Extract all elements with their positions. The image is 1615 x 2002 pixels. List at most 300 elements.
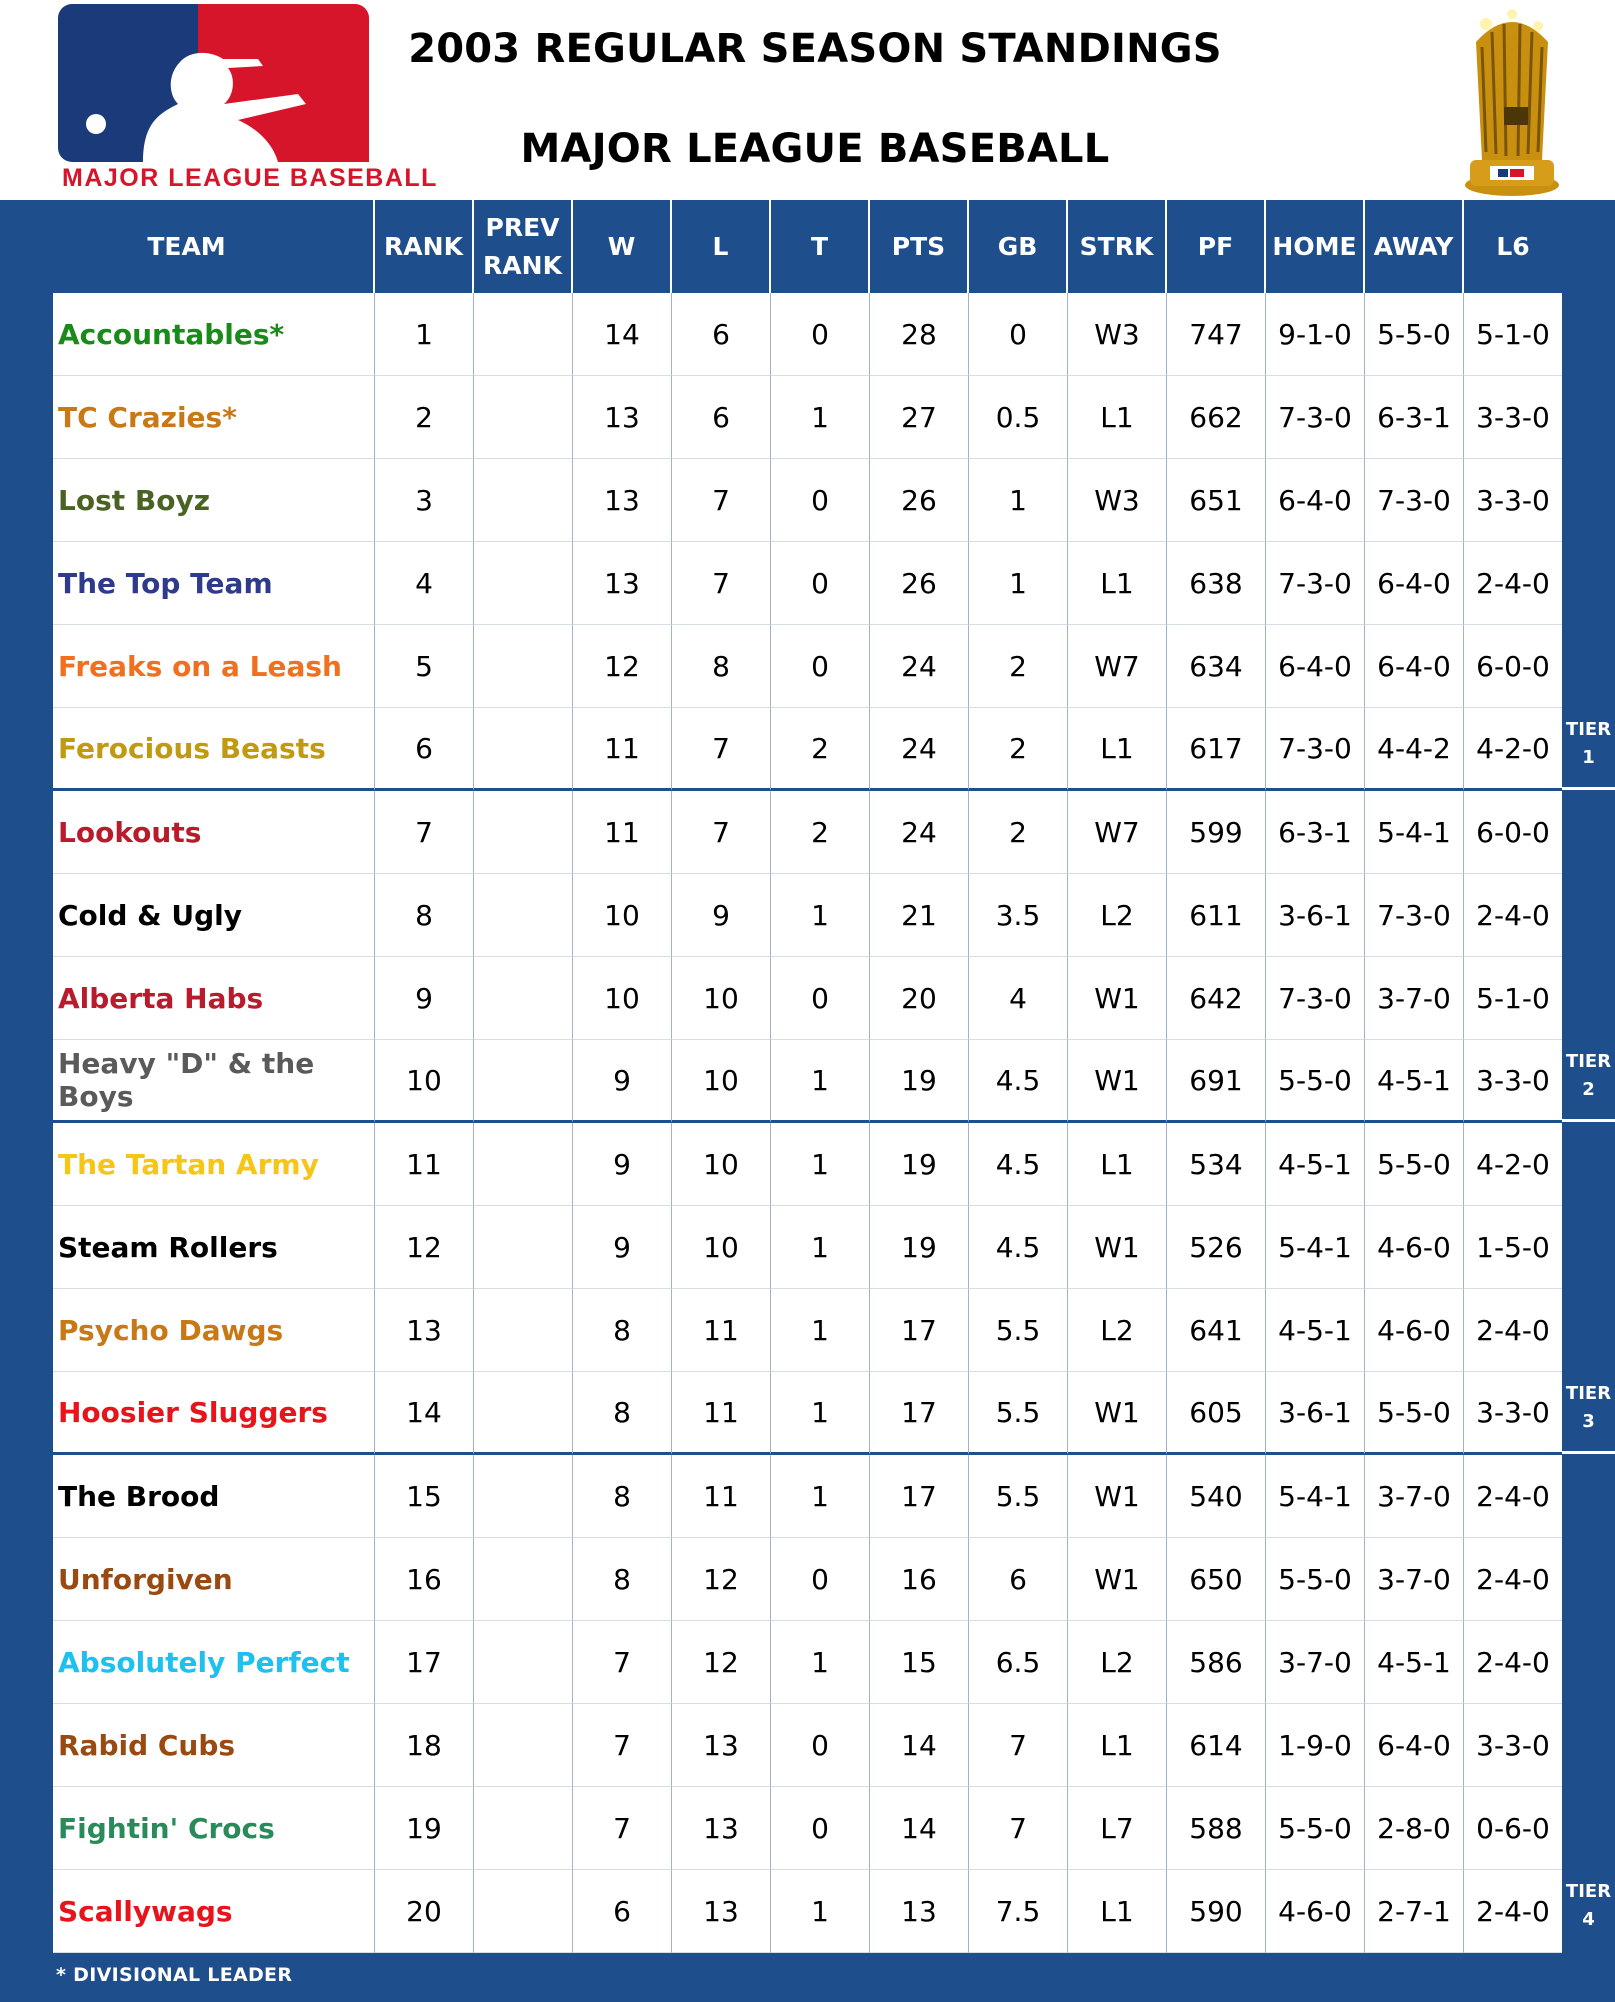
prev-rank-cell (474, 1455, 573, 1538)
ties-cell: 0 (771, 542, 870, 625)
last-six-cell: 4-2-0 (1464, 1123, 1562, 1206)
home-record-cell: 5-5-0 (1266, 1787, 1365, 1870)
away-record-cell: 5-5-0 (1365, 1123, 1464, 1206)
last-six-cell: 2-4-0 (1464, 1538, 1562, 1621)
rank-cell: 16 (375, 1538, 474, 1621)
rank-cell: 2 (375, 376, 474, 459)
ties-cell: 2 (771, 708, 870, 791)
points-cell: 17 (870, 1289, 969, 1372)
prev-rank-cell (474, 957, 573, 1040)
wins-cell: 12 (573, 625, 672, 708)
rank-cell: 6 (375, 708, 474, 791)
last-six-cell: 6-0-0 (1464, 625, 1562, 708)
table-row (53, 1040, 1562, 1123)
prev-rank-cell (474, 1704, 573, 1787)
streak-cell: W1 (1068, 1372, 1167, 1455)
rank-cell: 5 (375, 625, 474, 708)
table-row (53, 1704, 1562, 1787)
home-record-cell: 7-3-0 (1266, 376, 1365, 459)
col-header-away: AWAY (1365, 200, 1464, 293)
wins-cell: 7 (573, 1704, 672, 1787)
prev-rank-cell (474, 1123, 573, 1206)
streak-cell: L2 (1068, 1289, 1167, 1372)
prev-rank-cell (474, 1870, 573, 1953)
prev-rank-cell (474, 1206, 573, 1289)
rank-cell: 9 (375, 957, 474, 1040)
ties-cell: 1 (771, 1123, 870, 1206)
games-back-cell: 5.5 (969, 1372, 1068, 1455)
home-record-cell: 6-4-0 (1266, 625, 1365, 708)
games-back-cell: 7.5 (969, 1870, 1068, 1953)
points-cell: 14 (870, 1787, 969, 1870)
streak-cell: L2 (1068, 874, 1167, 957)
games-back-cell: 7 (969, 1787, 1068, 1870)
last-six-cell: 2-4-0 (1464, 1455, 1562, 1538)
wins-cell: 8 (573, 1289, 672, 1372)
home-record-cell: 5-5-0 (1266, 1538, 1365, 1621)
ties-cell: 0 (771, 625, 870, 708)
team-cell: The Tartan Army (53, 1123, 375, 1206)
home-record-cell: 7-3-0 (1266, 957, 1365, 1040)
home-record-cell: 6-4-0 (1266, 459, 1365, 542)
ties-cell: 1 (771, 1206, 870, 1289)
table-row (53, 1289, 1562, 1372)
away-record-cell: 4-5-1 (1365, 1621, 1464, 1704)
table-row (53, 791, 1562, 874)
mlb-logo-icon (58, 4, 438, 192)
ties-cell: 1 (771, 1289, 870, 1372)
rank-cell: 18 (375, 1704, 474, 1787)
rank-cell: 20 (375, 1870, 474, 1953)
table-row (53, 1870, 1562, 1953)
games-back-cell: 1 (969, 542, 1068, 625)
rank-cell: 15 (375, 1455, 474, 1538)
games-back-cell: 2 (969, 791, 1068, 874)
away-record-cell: 7-3-0 (1365, 874, 1464, 957)
last-six-cell: 2-4-0 (1464, 1289, 1562, 1372)
wins-cell: 8 (573, 1538, 672, 1621)
wins-cell: 13 (573, 542, 672, 625)
points-for-cell: 650 (1167, 1538, 1266, 1621)
home-record-cell: 3-6-1 (1266, 1372, 1365, 1455)
away-record-cell: 3-7-0 (1365, 1455, 1464, 1538)
prev-rank-cell (474, 874, 573, 957)
streak-cell: W7 (1068, 791, 1167, 874)
games-back-cell: 5.5 (969, 1455, 1068, 1538)
points-for-cell: 651 (1167, 459, 1266, 542)
wins-cell: 11 (573, 708, 672, 791)
games-back-cell: 0.5 (969, 376, 1068, 459)
points-for-cell: 605 (1167, 1372, 1266, 1455)
ties-cell: 1 (771, 874, 870, 957)
ties-cell: 1 (771, 1455, 870, 1538)
away-record-cell: 6-4-0 (1365, 625, 1464, 708)
away-record-cell: 5-5-0 (1365, 293, 1464, 376)
col-header-prev-rank: PREV RANK (474, 200, 573, 293)
points-cell: 24 (870, 625, 969, 708)
page-subtitle: MAJOR LEAGUE BASEBALL (520, 126, 1110, 172)
games-back-cell: 0 (969, 293, 1068, 376)
team-cell: Cold & Ugly (53, 874, 375, 957)
wins-cell: 13 (573, 376, 672, 459)
team-cell: Unforgiven (53, 1538, 375, 1621)
losses-cell: 7 (672, 708, 771, 791)
wins-cell: 10 (573, 957, 672, 1040)
wins-cell: 10 (573, 874, 672, 957)
games-back-cell: 4.5 (969, 1040, 1068, 1123)
col-header-l: L (672, 200, 771, 293)
rank-cell: 10 (375, 1040, 474, 1123)
team-cell: Scallywags (53, 1870, 375, 1953)
losses-cell: 7 (672, 542, 771, 625)
losses-cell: 10 (672, 1123, 771, 1206)
points-for-cell: 588 (1167, 1787, 1266, 1870)
ties-cell: 0 (771, 293, 870, 376)
points-cell: 28 (870, 293, 969, 376)
games-back-cell: 6.5 (969, 1621, 1068, 1704)
table-row (53, 1372, 1562, 1455)
points-for-cell: 638 (1167, 542, 1266, 625)
points-for-cell: 599 (1167, 791, 1266, 874)
table-row (53, 1621, 1562, 1704)
last-six-cell: 1-5-0 (1464, 1206, 1562, 1289)
prev-rank-cell (474, 459, 573, 542)
points-cell: 19 (870, 1123, 969, 1206)
streak-cell: L1 (1068, 376, 1167, 459)
losses-cell: 11 (672, 1372, 771, 1455)
games-back-cell: 3.5 (969, 874, 1068, 957)
rank-cell: 11 (375, 1123, 474, 1206)
footnote: * DIVISIONAL LEADER (56, 1964, 293, 1986)
tier-divider (1562, 1119, 1615, 1122)
prev-rank-cell (474, 791, 573, 874)
losses-cell: 9 (672, 874, 771, 957)
ties-cell: 1 (771, 1870, 870, 1953)
last-six-cell: 3-3-0 (1464, 376, 1562, 459)
home-record-cell: 5-5-0 (1266, 1040, 1365, 1123)
away-record-cell: 5-4-1 (1365, 791, 1464, 874)
team-cell: Ferocious Beasts (53, 708, 375, 791)
points-cell: 17 (870, 1372, 969, 1455)
points-for-cell: 662 (1167, 376, 1266, 459)
table-row (53, 542, 1562, 625)
col-header-w: W (573, 200, 672, 293)
home-record-cell: 3-7-0 (1266, 1621, 1365, 1704)
streak-cell: W7 (1068, 625, 1167, 708)
wins-cell: 13 (573, 459, 672, 542)
tier-label-3: TIER 3 (1565, 1383, 1612, 1432)
table-row (53, 376, 1562, 459)
streak-cell: W1 (1068, 1455, 1167, 1538)
away-record-cell: 4-6-0 (1365, 1289, 1464, 1372)
ties-cell: 1 (771, 376, 870, 459)
losses-cell: 7 (672, 459, 771, 542)
page-title: 2003 REGULAR SEASON STANDINGS (408, 26, 1222, 72)
away-record-cell: 3-7-0 (1365, 957, 1464, 1040)
last-six-cell: 2-4-0 (1464, 1870, 1562, 1953)
points-cell: 19 (870, 1206, 969, 1289)
prev-rank-cell (474, 625, 573, 708)
games-back-cell: 7 (969, 1704, 1068, 1787)
wins-cell: 9 (573, 1123, 672, 1206)
away-record-cell: 6-4-0 (1365, 542, 1464, 625)
table-row (53, 957, 1562, 1040)
prev-rank-cell (474, 542, 573, 625)
points-cell: 14 (870, 1704, 969, 1787)
prev-rank-cell (474, 1621, 573, 1704)
table-row (53, 459, 1562, 542)
losses-cell: 12 (672, 1538, 771, 1621)
team-cell: Heavy "D" & the Boys (53, 1040, 375, 1123)
last-six-cell: 2-4-0 (1464, 874, 1562, 957)
points-for-cell: 611 (1167, 874, 1266, 957)
col-header-t: T (771, 200, 870, 293)
away-record-cell: 7-3-0 (1365, 459, 1464, 542)
rank-cell: 8 (375, 874, 474, 957)
home-record-cell: 6-3-1 (1266, 791, 1365, 874)
away-record-cell: 6-3-1 (1365, 376, 1464, 459)
col-header-strk: STRK (1068, 200, 1167, 293)
wins-cell: 9 (573, 1206, 672, 1289)
table-row (53, 1123, 1562, 1206)
games-back-cell: 5.5 (969, 1289, 1068, 1372)
points-for-cell: 634 (1167, 625, 1266, 708)
col-header-home: HOME (1266, 200, 1365, 293)
rank-cell: 17 (375, 1621, 474, 1704)
home-record-cell: 7-3-0 (1266, 542, 1365, 625)
streak-cell: L1 (1068, 1123, 1167, 1206)
ties-cell: 0 (771, 957, 870, 1040)
team-cell: TC Crazies* (53, 376, 375, 459)
ties-cell: 0 (771, 1787, 870, 1870)
table-row (53, 1538, 1562, 1621)
home-record-cell: 3-6-1 (1266, 874, 1365, 957)
last-six-cell: 6-0-0 (1464, 791, 1562, 874)
team-cell: Steam Rollers (53, 1206, 375, 1289)
losses-cell: 8 (672, 625, 771, 708)
rank-cell: 3 (375, 459, 474, 542)
table-row (53, 293, 1562, 376)
streak-cell: W1 (1068, 1538, 1167, 1621)
prev-rank-cell (474, 1372, 573, 1455)
prev-rank-cell (474, 1040, 573, 1123)
points-cell: 27 (870, 376, 969, 459)
last-six-cell: 5-1-0 (1464, 957, 1562, 1040)
streak-cell: W3 (1068, 459, 1167, 542)
points-cell: 26 (870, 459, 969, 542)
last-six-cell: 3-3-0 (1464, 459, 1562, 542)
games-back-cell: 2 (969, 708, 1068, 791)
losses-cell: 10 (672, 1206, 771, 1289)
losses-cell: 6 (672, 376, 771, 459)
away-record-cell: 5-5-0 (1365, 1372, 1464, 1455)
last-six-cell: 5-1-0 (1464, 293, 1562, 376)
streak-cell: L7 (1068, 1787, 1167, 1870)
wins-cell: 8 (573, 1372, 672, 1455)
home-record-cell: 4-6-0 (1266, 1870, 1365, 1953)
prev-rank-cell (474, 1787, 573, 1870)
table-row (53, 1206, 1562, 1289)
away-record-cell: 4-4-2 (1365, 708, 1464, 791)
rank-cell: 13 (375, 1289, 474, 1372)
games-back-cell: 4.5 (969, 1206, 1068, 1289)
team-cell: Fightin' Crocs (53, 1787, 375, 1870)
points-cell: 24 (870, 791, 969, 874)
team-cell: Psycho Dawgs (53, 1289, 375, 1372)
wins-cell: 7 (573, 1787, 672, 1870)
away-record-cell: 2-7-1 (1365, 1870, 1464, 1953)
points-for-cell: 586 (1167, 1621, 1266, 1704)
last-six-cell: 0-6-0 (1464, 1787, 1562, 1870)
away-record-cell: 3-7-0 (1365, 1538, 1464, 1621)
wins-cell: 8 (573, 1455, 672, 1538)
away-record-cell: 6-4-0 (1365, 1704, 1464, 1787)
rank-cell: 4 (375, 542, 474, 625)
team-cell: Freaks on a Leash (53, 625, 375, 708)
col-header-l6: L6 (1496, 231, 1530, 261)
streak-cell: W3 (1068, 293, 1167, 376)
rank-cell: 14 (375, 1372, 474, 1455)
points-for-cell: 590 (1167, 1870, 1266, 1953)
streak-cell: L1 (1068, 1870, 1167, 1953)
col-header-pf: PF (1167, 200, 1266, 293)
points-for-cell: 614 (1167, 1704, 1266, 1787)
games-back-cell: 4.5 (969, 1123, 1068, 1206)
points-cell: 21 (870, 874, 969, 957)
losses-cell: 6 (672, 293, 771, 376)
wins-cell: 14 (573, 293, 672, 376)
wins-cell: 6 (573, 1870, 672, 1953)
points-for-cell: 526 (1167, 1206, 1266, 1289)
streak-cell: W1 (1068, 1040, 1167, 1123)
page-header (0, 0, 1615, 200)
ties-cell: 0 (771, 1538, 870, 1621)
table-header (0, 200, 1562, 293)
rank-cell: 7 (375, 791, 474, 874)
team-cell: Lookouts (53, 791, 375, 874)
ties-cell: 1 (771, 1621, 870, 1704)
home-record-cell: 9-1-0 (1266, 293, 1365, 376)
home-record-cell: 7-3-0 (1266, 708, 1365, 791)
points-for-cell: 691 (1167, 1040, 1266, 1123)
rank-cell: 12 (375, 1206, 474, 1289)
away-record-cell: 4-5-1 (1365, 1040, 1464, 1123)
prev-rank-cell (474, 708, 573, 791)
games-back-cell: 4 (969, 957, 1068, 1040)
table-row (53, 1455, 1562, 1538)
points-cell: 19 (870, 1040, 969, 1123)
games-back-cell: 2 (969, 625, 1068, 708)
last-six-cell: 4-2-0 (1464, 708, 1562, 791)
games-back-cell: 6 (969, 1538, 1068, 1621)
points-cell: 17 (870, 1455, 969, 1538)
team-cell: Accountables* (53, 293, 375, 376)
ties-cell: 0 (771, 1704, 870, 1787)
ties-cell: 1 (771, 1372, 870, 1455)
table-row (53, 625, 1562, 708)
streak-cell: W1 (1068, 1206, 1167, 1289)
points-for-cell: 617 (1167, 708, 1266, 791)
table-row (53, 708, 1562, 791)
away-record-cell: 4-6-0 (1365, 1206, 1464, 1289)
wins-cell: 9 (573, 1040, 672, 1123)
points-cell: 24 (870, 708, 969, 791)
trophy-icon (1462, 2, 1562, 198)
streak-cell: W1 (1068, 957, 1167, 1040)
tier-label-4: TIER 4 (1565, 1881, 1612, 1930)
points-for-cell: 641 (1167, 1289, 1266, 1372)
losses-cell: 11 (672, 1455, 771, 1538)
points-cell: 15 (870, 1621, 969, 1704)
streak-cell: L1 (1068, 1704, 1167, 1787)
tier-divider (1562, 787, 1615, 790)
points-cell: 13 (870, 1870, 969, 1953)
last-six-cell: 3-3-0 (1464, 1040, 1562, 1123)
losses-cell: 10 (672, 957, 771, 1040)
losses-cell: 12 (672, 1621, 771, 1704)
streak-cell: L1 (1068, 542, 1167, 625)
home-record-cell: 4-5-1 (1266, 1289, 1365, 1372)
svg-text:MAJOR LEAGUE BASEBALL: MAJOR LEAGUE BASEBALL (62, 164, 438, 192)
prev-rank-cell (474, 1538, 573, 1621)
wins-cell: 11 (573, 791, 672, 874)
tier-label-1: TIER 1 (1565, 719, 1612, 768)
last-six-cell: 2-4-0 (1464, 542, 1562, 625)
col-header-gb: GB (969, 200, 1068, 293)
team-cell: Hoosier Sluggers (53, 1372, 375, 1455)
prev-rank-cell (474, 293, 573, 376)
rank-cell: 19 (375, 1787, 474, 1870)
losses-cell: 11 (672, 1289, 771, 1372)
wins-cell: 7 (573, 1621, 672, 1704)
team-cell: Alberta Habs (53, 957, 375, 1040)
ties-cell: 2 (771, 791, 870, 874)
rank-cell: 1 (375, 293, 474, 376)
points-for-cell: 642 (1167, 957, 1266, 1040)
team-cell: Absolutely Perfect (53, 1621, 375, 1704)
points-cell: 26 (870, 542, 969, 625)
tier-label-2: TIER 2 (1565, 1051, 1612, 1100)
streak-cell: L2 (1068, 1621, 1167, 1704)
last-six-cell: 2-4-0 (1464, 1621, 1562, 1704)
losses-cell: 13 (672, 1704, 771, 1787)
prev-rank-cell (474, 376, 573, 459)
col-header-pts: PTS (870, 200, 969, 293)
team-cell: The Brood (53, 1455, 375, 1538)
table-row (53, 874, 1562, 957)
ties-cell: 1 (771, 1040, 870, 1123)
tier-divider (1562, 1451, 1615, 1454)
last-six-cell: 3-3-0 (1464, 1704, 1562, 1787)
team-cell: Rabid Cubs (53, 1704, 375, 1787)
home-record-cell: 4-5-1 (1266, 1123, 1365, 1206)
games-back-cell: 1 (969, 459, 1068, 542)
team-cell: The Top Team (53, 542, 375, 625)
table-row (53, 1787, 1562, 1870)
home-record-cell: 5-4-1 (1266, 1455, 1365, 1538)
losses-cell: 13 (672, 1870, 771, 1953)
points-for-cell: 534 (1167, 1123, 1266, 1206)
home-record-cell: 5-4-1 (1266, 1206, 1365, 1289)
losses-cell: 7 (672, 791, 771, 874)
last-six-cell: 3-3-0 (1464, 1372, 1562, 1455)
home-record-cell: 1-9-0 (1266, 1704, 1365, 1787)
points-for-cell: 540 (1167, 1455, 1266, 1538)
losses-cell: 13 (672, 1787, 771, 1870)
ties-cell: 0 (771, 459, 870, 542)
col-header-rank: RANK (375, 200, 474, 293)
away-record-cell: 2-8-0 (1365, 1787, 1464, 1870)
